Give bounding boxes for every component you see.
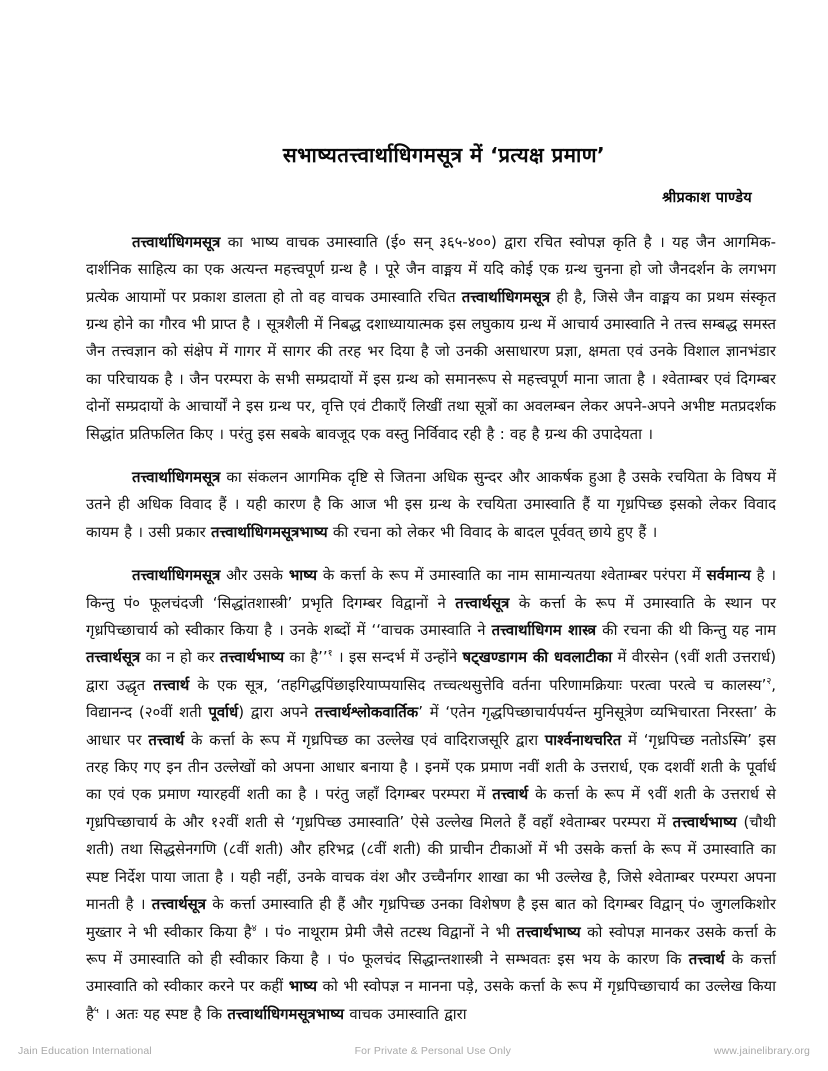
- footer-website-link[interactable]: www.jainelibrary.org: [713, 1045, 810, 1057]
- footer-usage-notice: For Private & Personal Use Only: [354, 1045, 511, 1057]
- paragraph: तत्त्वार्थाधिगमसूत्र का संकलन आगमिक दृष्टि से जितना अधिक सुन्दर और आकर्षक हुआ है उसके रचयिता के विषय में उतने ही अधिक विवाद हैं । यही कारण है कि आज भी इस ग्रन्थ के रचयिता उमास्वाति हैं या गृध्रपिच्छ इसको लेकर विवाद कायम है । उसी प्रकार तत्त्वार्थाधिगमसूत्रभाष्य की रचना को लेकर भी विवाद के बादल पूर्ववत् छाये हुए हैं ।: [86, 468, 776, 541]
- page-footer: [0, 1045, 828, 1057]
- footer-organization: Jain Education International: [18, 1045, 152, 1057]
- page-title: सभाष्यतत्त्वार्थाधिगमसूत्र में ‘प्रत्यक्ष प्रमाण’: [282, 143, 606, 167]
- article-body: [86, 229, 776, 1028]
- paragraph: तत्त्वार्थाधिगमसूत्र और उसके भाष्य के कर्त्ता के रूप में उमास्वाति का नाम सामान्यतया श्वेताम्बर परंपरा में सर्वमान्य है । किन्तु पं० फूलचंदजी ‘सिद्धांतशास्त्री’ प्रभृति दिगम्बर विद्वानों ने तत्त्वार्थसूत्र के कर्त्ता के रूप में उमास्वाति के स्थान पर गृध्रपिच्छाचार्य को स्वीकार किया है । उनके शब्दों में ‘‘वाचक उमास्वाति ने तत्त्वार्थाधिगम शास्त्र की रचना की थी किन्तु यह नाम तत्त्वार्थसूत्र का न हो कर तत्त्वार्थभाष्य का है’’$^१$ । इस सन्दर्भ में उन्होंने षट्खण्डागम की धवलाटीका में वीरसेन (९वीं शती उत्तरार्ध) द्वारा उद्धृत तत्त्वार्थ के एक सूत्र, ‘तहगिद्धपिंछाइरियाप्पयासिद तच्चत्थसुत्तेवि वर्तना परिणामक्रियाः परत्वा परत्वे च कालस्य’$^२$, विद्यानन्द (२०वीं शती पूर्वार्ध) द्वारा अपने तत्त्वार्थश्लोकवार्तिक’ में ‘एतेन गृद्धपिच्छाचार्यपर्यन्त मुनिसूत्रेण व्यभिचारता निरस्ता’ के आधार पर तत्त्वार्थ के कर्त्ता के रूप में गृध्रपिच्छ का उल्लेख एवं वादिराजसूरि द्वारा पार्श्वनाथचरित में ‘गृध्रपिच्छ नतोऽस्मि’ इस तरह किए गए इन तीन उल्लेखों को अपना आधार बनाया है । इनमें एक प्रमाण नवीं शती के उत्तरार्ध, एक दशवीं शती के पूर्वार्ध का एवं एक प्रमाण ग्यारहवीं शती का है । परंतु जहाँ दिगम्बर परम्परा में तत्त्वार्थ के कर्त्ता के रूप में ९वीं शती के उत्तरार्ध से गृध्रपिच्छाचार्य के और १२वीं शती से ‘गृध्रपिच्छ उमास्वाति’ ऐसे उल्लेख मिलते हैं वहाँ श्वेताम्बर परम्परा में तत्त्वार्थभाष्य (चौथी शती) तथा सिद्धसेनगणि (८वीं शती) और हरिभद्र (८वीं शती) की प्राचीन टीकाओं में भी उसके कर्त्ता के रूप में उमास्वाति का स्पष्ट निर्देश पाया जाता है । यही नहीं, उनके वाचक वंश और उच्चैर्नागर शाखा का भी उल्लेख है, जिसे श्वेताम्बर परम्परा अपना मानती है । तत्त्वार्थसूत्र के कर्त्ता उमास्वाति ही हैं और गृध्रपिच्छ उनका विशेषण है इस बात को दिगम्बर विद्वान् पं० जुगलकिशोर मुख्तार ने भी स्वीकार किया है$^४$ । पं० नाथूराम प्रेमी जैसे तटस्थ विद्वानों ने भी तत्त्वार्थभाष्य को स्वोपज्ञ मानकर उसके कर्त्ता के रूप में उमास्वाति को ही स्वीकार किया है । पं० फूलचंद सिद्धान्तशास्त्री ने सम्भवतः इस भय के कारण कि तत्त्वार्थ के कर्त्ता उमास्वाति को स्वीकार करने पर कहीं भाष्य को भी स्वोपज्ञ न मानना पड़े, उसके कर्त्ता के रूप में गृध्रपिच्छाचार्य का उल्लेख किया है$^५$ । अतः यह स्पष्ट है कि तत्त्वार्थाधिगमसूत्रभाष्य वाचक उमास्वाति द्वारा: [86, 566, 777, 1023]
- page-content: [86, 140, 776, 1028]
- paragraph: तत्त्वार्थाधिगमसूत्र का भाष्य वाचक उमास्वाति (ई० सन् ३६५-४००) द्वारा रचित स्वोपज्ञ कृति है । यह जैन आगमिक-दार्शनिक साहित्य का एक अत्यन्त महत्त्वपूर्ण ग्रन्थ है । पूरे जैन वाङ्मय में यदि कोई एक ग्रन्थ चुनना हो जो जैनदर्शन के लगभग प्रत्येक आयामों पर प्रकाश डालता हो तो वह वाचक उमास्वाति रचित तत्त्वार्थाधिगमसूत्र ही है, जिसे जैन वाङ्मय का प्रथम संस्कृत ग्रन्थ होने का गौरव भी प्राप्त है । सूत्रशैली में निबद्ध दशाध्यायात्मक इस लघुकाय ग्रन्थ में आचार्य उमास्वाति ने तत्त्व सम्बद्ध समस्त जैन तत्त्वज्ञान को संक्षेप में गागर में सागर की तरह भर दिया है जो उनकी असाधारण प्रज्ञा, क्षमता एवं उनके विशाल ज्ञानभंडार का परिचायक है । जैन परम्परा के सभी सम्प्रदायों में इस ग्रन्थ को समानरूप से महत्त्वपूर्ण माना जाता है । श्वेताम्बर एवं दिगम्बर दोनों सम्प्रदायों के आचार्यों ने इस ग्रन्थ पर, वृत्ति एवं टीकाएँ लिखीं तथा सूत्रों का अवलम्बन लेकर अपने-अपने अभीष्ट मतप्रदर्शक सिद्धांत प्रतिफलित किए । परंतु इस सबके बावजूद एक वस्तु निर्विवाद रही है : वह है ग्रन्थ की उपादेयता ।: [86, 232, 776, 443]
- author-byline: श्रीप्रकाश पाण्डेय: [662, 189, 752, 206]
